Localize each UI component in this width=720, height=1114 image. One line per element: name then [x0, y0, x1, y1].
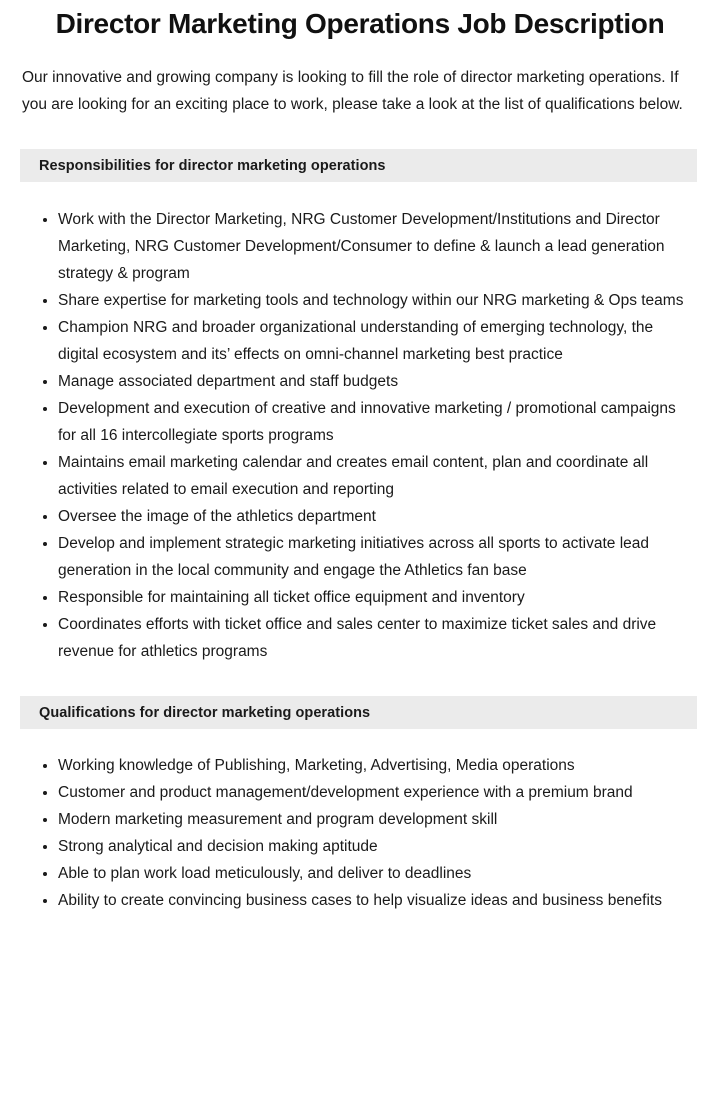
intro-paragraph: Our innovative and growing company is looking to fill the role of director marketing operations. If you are looking for an exciting place to work, please take a look at the list of qualifications below.	[22, 69, 683, 113]
section-header-responsibilities	[20, 149, 697, 182]
list-item: Working knowledge of Publishing, Marketing, Advertising, Media operations	[58, 752, 697, 779]
page-title: Director Marketing Operations Job Description	[55, 8, 665, 39]
list-item: Responsible for maintaining all ticket office equipment and inventory	[58, 584, 697, 611]
list-item: Coordinates efforts with ticket office and sales center to maximize ticket sales and drive revenue for athletics programs	[58, 611, 697, 665]
section-responsibilities	[0, 149, 720, 665]
list-item: Customer and product management/development experience with a premium brand	[58, 779, 697, 806]
responsibilities-list	[0, 182, 720, 665]
section-header-qualifications	[20, 696, 697, 729]
section-heading-label: Qualifications for director marketing operations	[39, 704, 371, 721]
list-item: Champion NRG and broader organizational understanding of emerging technology, the digital ecosystem and its’ effects on omni-channel marketing best practice	[58, 314, 697, 368]
list-item: Strong analytical and decision making aptitude	[58, 833, 697, 860]
list-item: Maintains email marketing calendar and creates email content, plan and coordinate all activities related to email execution and reporting	[58, 449, 697, 503]
list-item: Able to plan work load meticulously, and deliver to deadlines	[58, 860, 697, 887]
list-item: Modern marketing measurement and program development skill	[58, 806, 697, 833]
list-item: Oversee the image of the athletics department	[58, 503, 697, 530]
qualifications-list	[0, 729, 720, 914]
section-qualifications	[0, 696, 720, 914]
list-item: Develop and implement strategic marketing initiatives across all sports to activate lead generation in the local community and engage the Athletics fan base	[58, 530, 697, 584]
list-item: Share expertise for marketing tools and technology within our NRG marketing & Ops teams	[58, 287, 697, 314]
list-item: Ability to create convincing business cases to help visualize ideas and business benefits	[58, 887, 697, 914]
list-item: Manage associated department and staff budgets	[58, 368, 697, 395]
list-item: Work with the Director Marketing, NRG Customer Development/Institutions and Director Marketing, NRG Customer Development/Consumer to define & launch a lead generation strategy & program	[58, 206, 697, 287]
section-heading-label: Responsibilities for director marketing operations	[39, 157, 386, 174]
list-item: Development and execution of creative and innovative marketing / promotional campaigns for all 16 intercollegiate sports programs	[58, 395, 697, 449]
